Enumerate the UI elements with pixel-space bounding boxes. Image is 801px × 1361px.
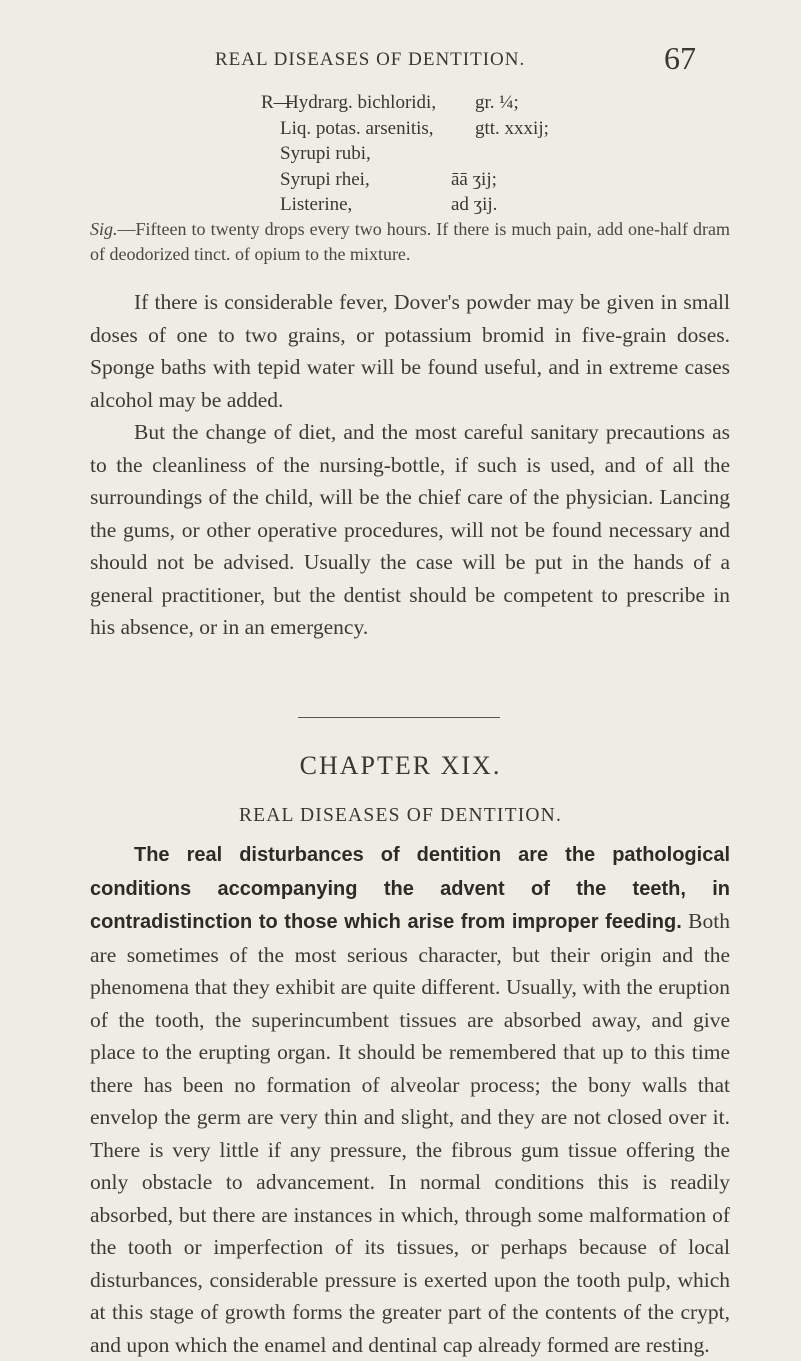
running-head — [0, 40, 801, 80]
chapter-opening-paragraph — [90, 838, 730, 1361]
prescription-line — [0, 167, 801, 193]
recipe-symbol: R— — [261, 92, 293, 113]
running-title: REAL DISEASES OF DENTITION. — [215, 49, 526, 70]
ingredient-quantity: āā ʒij; — [451, 168, 497, 190]
paragraph: But the change of diet, and the most careful sanitary precautions as to the cleanliness of the nursing-bottle, if such is used, and of all the surroundings of the child, will be the chief care of the physician. Lancing the gums, or other operative procedures, will not be found necessary and should not be advised. Usually the case will be put in the hands of a general practitioner, but the dentist should be competent to prescribe in his absence, or in an emergency. — [90, 420, 730, 639]
prescription-line — [0, 141, 801, 167]
section-divider — [298, 717, 500, 718]
page-number: 67 — [664, 40, 696, 76]
ingredient-name: Listerine, — [280, 194, 353, 215]
prescription — [0, 90, 801, 218]
ingredient-name: Hydrarg. bichloridi, — [285, 92, 437, 113]
ingredient-name: Liq. potas. arsenitis, — [280, 117, 434, 139]
ingredient-name: Syrupi rubi, — [280, 143, 371, 164]
paragraph-body: Both are sometimes of the most serious character, but their origin and the phenomena that they exhibit are quite different. Usually, with the eruption of the tooth, the superincumbent tissues are absorbed away, and give place to the erupting organ. It should be remembered that up to this time there has been no formation of alveolar process; the bony walls that envelop the germ are very thin and slight, and they are not closed over it. There is very little if any pressure, the fibrous gum tissue offering the only obstacle to advancement. In normal conditions this is readily absorbed, but there are instances in which, through some malformation of the tooth or imperfection of its tissues, or perhaps because of local disturbances, considerable pressure is exerted upon the tooth pulp, which at this stage of growth forms the greater part of the contents of the crypt, and upon which the enamel and dentinal cap already formed are resting. — [90, 909, 730, 1357]
prescription-line — [0, 116, 801, 142]
lead-sentence: The real disturbances of dentition are the pathological conditions accompanying the advent of the teeth, in contradistinction to those which arise from improper feeding. — [90, 844, 730, 933]
ingredient-name: Syrupi rhei, — [280, 168, 370, 190]
chapter-subtitle: REAL DISEASES OF DENTITION. — [238, 805, 563, 826]
ingredient-quantity: ad ʒij. — [451, 194, 498, 215]
ingredient-quantity: gr. ¼; — [475, 92, 519, 113]
sig-label: Sig. — [90, 219, 118, 239]
prescription-line — [0, 192, 801, 218]
ingredient-quantity: gtt. xxxij; — [475, 117, 549, 139]
prescription-directions — [90, 217, 730, 267]
sig-text: —Fifteen to twenty drops every two hours. If there is much pain, add one-half dram of deodorized tinct. of opium to the mixture. — [90, 219, 730, 264]
paragraph: If there is considerable fever, Dover's powder may be given in small doses of one to two grains, or potassium bromid in five-grain doses. Sponge baths with tepid water will be found useful, and in extreme cases alcohol may be added. — [90, 290, 730, 412]
prescription-line — [0, 90, 801, 116]
chapter-title: CHAPTER XIX. — [299, 751, 502, 780]
